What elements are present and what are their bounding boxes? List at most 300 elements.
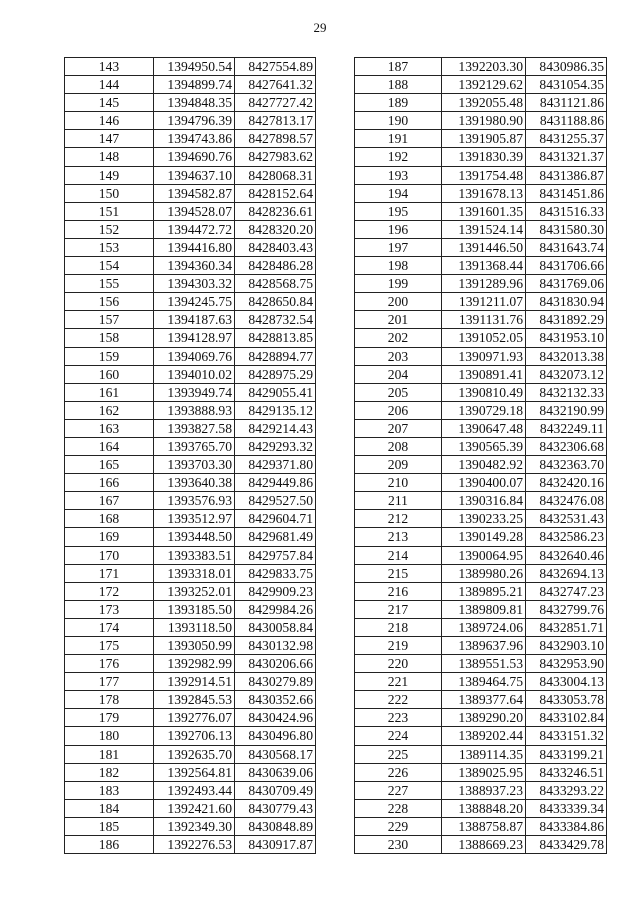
- point-number-cell: 174: [65, 618, 154, 636]
- table-row: [65, 419, 316, 437]
- point-number-cell: 159: [65, 347, 154, 365]
- table-row: [355, 564, 607, 582]
- table-row: [65, 637, 316, 655]
- y-coordinate-cell: 8432420.16: [526, 474, 607, 492]
- x-coordinate-cell: 1388937.23: [442, 781, 526, 799]
- x-coordinate-cell: 1389809.81: [442, 600, 526, 618]
- table-row: [355, 401, 607, 419]
- table-row: [65, 238, 316, 256]
- x-coordinate-cell: 1392421.60: [154, 799, 235, 817]
- table-row: [65, 184, 316, 202]
- point-number-cell: 219: [355, 637, 442, 655]
- x-coordinate-cell: 1389980.26: [442, 564, 526, 582]
- point-number-cell: 152: [65, 220, 154, 238]
- point-number-cell: 148: [65, 148, 154, 166]
- table-row: [355, 166, 607, 184]
- point-number-cell: 198: [355, 257, 442, 275]
- table-row: [65, 94, 316, 112]
- point-number-cell: 216: [355, 582, 442, 600]
- table-row: [65, 456, 316, 474]
- x-coordinate-cell: 1390647.48: [442, 419, 526, 437]
- table-row: [355, 257, 607, 275]
- y-coordinate-cell: 8428320.20: [235, 220, 316, 238]
- x-coordinate-cell: 1393448.50: [154, 528, 235, 546]
- y-coordinate-cell: 8431706.66: [526, 257, 607, 275]
- point-number-cell: 218: [355, 618, 442, 636]
- point-number-cell: 209: [355, 456, 442, 474]
- point-number-cell: 187: [355, 58, 442, 76]
- point-number-cell: 169: [65, 528, 154, 546]
- x-coordinate-cell: 1394690.76: [154, 148, 235, 166]
- x-coordinate-cell: 1389895.21: [442, 582, 526, 600]
- x-coordinate-cell: 1393765.70: [154, 437, 235, 455]
- y-coordinate-cell: 8429293.32: [235, 437, 316, 455]
- y-coordinate-cell: 8432476.08: [526, 492, 607, 510]
- table-row: [65, 130, 316, 148]
- table-row: [355, 528, 607, 546]
- point-number-cell: 158: [65, 329, 154, 347]
- x-coordinate-cell: 1388848.20: [442, 799, 526, 817]
- x-coordinate-cell: 1389724.06: [442, 618, 526, 636]
- y-coordinate-cell: 8430848.89: [235, 817, 316, 835]
- table-row: [65, 166, 316, 184]
- table-row: [355, 456, 607, 474]
- y-coordinate-cell: 8433151.32: [526, 727, 607, 745]
- x-coordinate-cell: 1394245.75: [154, 293, 235, 311]
- table-row: [355, 655, 607, 673]
- x-coordinate-cell: 1391289.96: [442, 275, 526, 293]
- x-coordinate-cell: 1394416.80: [154, 238, 235, 256]
- table-row: [65, 492, 316, 510]
- x-coordinate-cell: 1394472.72: [154, 220, 235, 238]
- table-row: [65, 347, 316, 365]
- point-number-cell: 220: [355, 655, 442, 673]
- point-number-cell: 172: [65, 582, 154, 600]
- table-row: [65, 546, 316, 564]
- x-coordinate-cell: 1393640.38: [154, 474, 235, 492]
- coordinates-table-left: [64, 57, 316, 854]
- x-coordinate-cell: 1394582.87: [154, 184, 235, 202]
- point-number-cell: 188: [355, 76, 442, 94]
- point-number-cell: 149: [65, 166, 154, 184]
- x-coordinate-cell: 1393383.51: [154, 546, 235, 564]
- table-row: [65, 781, 316, 799]
- point-number-cell: 193: [355, 166, 442, 184]
- y-coordinate-cell: 8432249.11: [526, 419, 607, 437]
- y-coordinate-cell: 8429371.80: [235, 456, 316, 474]
- table-row: [65, 727, 316, 745]
- x-coordinate-cell: 1389202.44: [442, 727, 526, 745]
- point-number-cell: 227: [355, 781, 442, 799]
- x-coordinate-cell: 1392055.48: [442, 94, 526, 112]
- table-row: [355, 799, 607, 817]
- y-coordinate-cell: 8431830.94: [526, 293, 607, 311]
- point-number-cell: 176: [65, 655, 154, 673]
- point-number-cell: 166: [65, 474, 154, 492]
- table-row: [65, 293, 316, 311]
- table-row: [355, 691, 607, 709]
- point-number-cell: 160: [65, 365, 154, 383]
- table-row: [65, 691, 316, 709]
- table-row: [355, 419, 607, 437]
- table-row: [65, 148, 316, 166]
- table-row: [355, 600, 607, 618]
- x-coordinate-cell: 1391678.13: [442, 184, 526, 202]
- table-row: [65, 112, 316, 130]
- x-coordinate-cell: 1392203.30: [442, 58, 526, 76]
- y-coordinate-cell: 8430639.06: [235, 763, 316, 781]
- x-coordinate-cell: 1389377.64: [442, 691, 526, 709]
- table-row: [65, 673, 316, 691]
- table-row: [355, 220, 607, 238]
- y-coordinate-cell: 8431892.29: [526, 311, 607, 329]
- table-row: [355, 763, 607, 781]
- table-row: [65, 817, 316, 835]
- y-coordinate-cell: 8430779.43: [235, 799, 316, 817]
- x-coordinate-cell: 1393888.93: [154, 401, 235, 419]
- x-coordinate-cell: 1391754.48: [442, 166, 526, 184]
- point-number-cell: 214: [355, 546, 442, 564]
- point-number-cell: 191: [355, 130, 442, 148]
- x-coordinate-cell: 1394528.07: [154, 202, 235, 220]
- y-coordinate-cell: 8432013.38: [526, 347, 607, 365]
- x-coordinate-cell: 1391368.44: [442, 257, 526, 275]
- point-number-cell: 154: [65, 257, 154, 275]
- y-coordinate-cell: 8428568.75: [235, 275, 316, 293]
- table-row: [355, 745, 607, 763]
- table-row: [355, 275, 607, 293]
- y-coordinate-cell: 8427727.42: [235, 94, 316, 112]
- table-row: [355, 383, 607, 401]
- table-row: [355, 202, 607, 220]
- x-coordinate-cell: 1393252.01: [154, 582, 235, 600]
- coordinates-table-right: [354, 57, 607, 854]
- x-coordinate-cell: 1389464.75: [442, 673, 526, 691]
- table-row: [355, 546, 607, 564]
- point-number-cell: 210: [355, 474, 442, 492]
- point-number-cell: 223: [355, 709, 442, 727]
- table-row: [65, 401, 316, 419]
- y-coordinate-cell: 8432694.13: [526, 564, 607, 582]
- x-coordinate-cell: 1393576.93: [154, 492, 235, 510]
- point-number-cell: 151: [65, 202, 154, 220]
- y-coordinate-cell: 8430132.98: [235, 637, 316, 655]
- x-coordinate-cell: 1391211.07: [442, 293, 526, 311]
- y-coordinate-cell: 8427554.89: [235, 58, 316, 76]
- point-number-cell: 205: [355, 383, 442, 401]
- point-number-cell: 225: [355, 745, 442, 763]
- y-coordinate-cell: 8433246.51: [526, 763, 607, 781]
- y-coordinate-cell: 8433293.22: [526, 781, 607, 799]
- point-number-cell: 147: [65, 130, 154, 148]
- y-coordinate-cell: 8429833.75: [235, 564, 316, 582]
- point-number-cell: 164: [65, 437, 154, 455]
- y-coordinate-cell: 8430424.96: [235, 709, 316, 727]
- y-coordinate-cell: 8429604.71: [235, 510, 316, 528]
- x-coordinate-cell: 1393827.58: [154, 419, 235, 437]
- x-coordinate-cell: 1394899.74: [154, 76, 235, 94]
- point-number-cell: 201: [355, 311, 442, 329]
- y-coordinate-cell: 8432953.90: [526, 655, 607, 673]
- y-coordinate-cell: 8431321.37: [526, 148, 607, 166]
- y-coordinate-cell: 8428732.54: [235, 311, 316, 329]
- point-number-cell: 162: [65, 401, 154, 419]
- point-number-cell: 170: [65, 546, 154, 564]
- x-coordinate-cell: 1393050.99: [154, 637, 235, 655]
- table-row: [65, 709, 316, 727]
- x-coordinate-cell: 1394743.86: [154, 130, 235, 148]
- y-coordinate-cell: 8432073.12: [526, 365, 607, 383]
- table-row: [65, 745, 316, 763]
- point-number-cell: 180: [65, 727, 154, 745]
- y-coordinate-cell: 8431386.87: [526, 166, 607, 184]
- x-coordinate-cell: 1390971.93: [442, 347, 526, 365]
- y-coordinate-cell: 8431769.06: [526, 275, 607, 293]
- x-coordinate-cell: 1394069.76: [154, 347, 235, 365]
- page-number: 29: [313, 20, 327, 35]
- point-number-cell: 192: [355, 148, 442, 166]
- table-row: [65, 329, 316, 347]
- point-number-cell: 190: [355, 112, 442, 130]
- table-row: [65, 564, 316, 582]
- y-coordinate-cell: 8430058.84: [235, 618, 316, 636]
- point-number-cell: 213: [355, 528, 442, 546]
- point-number-cell: 212: [355, 510, 442, 528]
- table-row: [355, 437, 607, 455]
- table-row: [355, 293, 607, 311]
- y-coordinate-cell: 8432799.76: [526, 600, 607, 618]
- point-number-cell: 211: [355, 492, 442, 510]
- x-coordinate-cell: 1390482.92: [442, 456, 526, 474]
- point-number-cell: 143: [65, 58, 154, 76]
- y-coordinate-cell: 8432306.68: [526, 437, 607, 455]
- x-coordinate-cell: 1390149.28: [442, 528, 526, 546]
- point-number-cell: 207: [355, 419, 442, 437]
- x-coordinate-cell: 1392276.53: [154, 836, 235, 854]
- y-coordinate-cell: 8429757.84: [235, 546, 316, 564]
- table-row: [65, 220, 316, 238]
- table-row: [355, 510, 607, 528]
- table-row: [65, 383, 316, 401]
- x-coordinate-cell: 1389025.95: [442, 763, 526, 781]
- x-coordinate-cell: 1390233.25: [442, 510, 526, 528]
- point-number-cell: 194: [355, 184, 442, 202]
- y-coordinate-cell: 8428813.85: [235, 329, 316, 347]
- y-coordinate-cell: 8432363.70: [526, 456, 607, 474]
- y-coordinate-cell: 8431451.86: [526, 184, 607, 202]
- x-coordinate-cell: 1394637.10: [154, 166, 235, 184]
- y-coordinate-cell: 8430709.49: [235, 781, 316, 799]
- y-coordinate-cell: 8428486.28: [235, 257, 316, 275]
- x-coordinate-cell: 1390565.39: [442, 437, 526, 455]
- x-coordinate-cell: 1390729.18: [442, 401, 526, 419]
- point-number-cell: 178: [65, 691, 154, 709]
- table-row: [65, 76, 316, 94]
- x-coordinate-cell: 1391905.87: [442, 130, 526, 148]
- table-row: [65, 836, 316, 854]
- point-number-cell: 145: [65, 94, 154, 112]
- point-number-cell: 206: [355, 401, 442, 419]
- point-number-cell: 155: [65, 275, 154, 293]
- y-coordinate-cell: 8431953.10: [526, 329, 607, 347]
- table-row: [355, 311, 607, 329]
- table-row: [355, 474, 607, 492]
- x-coordinate-cell: 1391980.90: [442, 112, 526, 130]
- x-coordinate-cell: 1394360.34: [154, 257, 235, 275]
- y-coordinate-cell: 8430986.35: [526, 58, 607, 76]
- table-row: [355, 94, 607, 112]
- y-coordinate-cell: 8429527.50: [235, 492, 316, 510]
- point-number-cell: 144: [65, 76, 154, 94]
- x-coordinate-cell: 1391131.76: [442, 311, 526, 329]
- x-coordinate-cell: 1393185.50: [154, 600, 235, 618]
- table-row: [355, 112, 607, 130]
- point-number-cell: 195: [355, 202, 442, 220]
- point-number-cell: 183: [65, 781, 154, 799]
- table-row: [65, 600, 316, 618]
- y-coordinate-cell: 8431580.30: [526, 220, 607, 238]
- point-number-cell: 196: [355, 220, 442, 238]
- table-row: [355, 76, 607, 94]
- x-coordinate-cell: 1392129.62: [442, 76, 526, 94]
- table-row: [65, 437, 316, 455]
- point-number-cell: 179: [65, 709, 154, 727]
- table-row: [65, 275, 316, 293]
- table-row: [65, 365, 316, 383]
- y-coordinate-cell: 8428236.61: [235, 202, 316, 220]
- point-number-cell: 217: [355, 600, 442, 618]
- x-coordinate-cell: 1394303.32: [154, 275, 235, 293]
- point-number-cell: 181: [65, 745, 154, 763]
- table-row: [355, 347, 607, 365]
- point-number-cell: 146: [65, 112, 154, 130]
- point-number-cell: 184: [65, 799, 154, 817]
- x-coordinate-cell: 1389551.53: [442, 655, 526, 673]
- table-row: [355, 836, 607, 854]
- x-coordinate-cell: 1392635.70: [154, 745, 235, 763]
- table-row: [355, 365, 607, 383]
- table-row: [355, 618, 607, 636]
- point-number-cell: 173: [65, 600, 154, 618]
- point-number-cell: 215: [355, 564, 442, 582]
- point-number-cell: 171: [65, 564, 154, 582]
- y-coordinate-cell: 8429681.49: [235, 528, 316, 546]
- point-number-cell: 199: [355, 275, 442, 293]
- table-row: [65, 202, 316, 220]
- y-coordinate-cell: 8427898.57: [235, 130, 316, 148]
- y-coordinate-cell: 8430279.89: [235, 673, 316, 691]
- table-row: [355, 238, 607, 256]
- y-coordinate-cell: 8429135.12: [235, 401, 316, 419]
- x-coordinate-cell: 1390064.95: [442, 546, 526, 564]
- x-coordinate-cell: 1393703.30: [154, 456, 235, 474]
- point-number-cell: 186: [65, 836, 154, 854]
- x-coordinate-cell: 1390400.07: [442, 474, 526, 492]
- x-coordinate-cell: 1392706.13: [154, 727, 235, 745]
- y-coordinate-cell: 8433053.78: [526, 691, 607, 709]
- x-coordinate-cell: 1389114.35: [442, 745, 526, 763]
- point-number-cell: 175: [65, 637, 154, 655]
- y-coordinate-cell: 8430496.80: [235, 727, 316, 745]
- table-row: [355, 817, 607, 835]
- x-coordinate-cell: 1392493.44: [154, 781, 235, 799]
- y-coordinate-cell: 8432640.46: [526, 546, 607, 564]
- y-coordinate-cell: 8433102.84: [526, 709, 607, 727]
- y-coordinate-cell: 8428403.43: [235, 238, 316, 256]
- table-row: [65, 311, 316, 329]
- x-coordinate-cell: 1394010.02: [154, 365, 235, 383]
- y-coordinate-cell: 8432531.43: [526, 510, 607, 528]
- x-coordinate-cell: 1392982.99: [154, 655, 235, 673]
- y-coordinate-cell: 8432190.99: [526, 401, 607, 419]
- y-coordinate-cell: 8427983.62: [235, 148, 316, 166]
- y-coordinate-cell: 8429214.43: [235, 419, 316, 437]
- point-number-cell: 229: [355, 817, 442, 835]
- y-coordinate-cell: 8433199.21: [526, 745, 607, 763]
- point-number-cell: 156: [65, 293, 154, 311]
- y-coordinate-cell: 8427813.17: [235, 112, 316, 130]
- table-row: [65, 58, 316, 76]
- point-number-cell: 185: [65, 817, 154, 835]
- y-coordinate-cell: 8432747.23: [526, 582, 607, 600]
- y-coordinate-cell: 8431643.74: [526, 238, 607, 256]
- y-coordinate-cell: 8431121.86: [526, 94, 607, 112]
- x-coordinate-cell: 1394848.35: [154, 94, 235, 112]
- point-number-cell: 228: [355, 799, 442, 817]
- point-number-cell: 163: [65, 419, 154, 437]
- y-coordinate-cell: 8432903.10: [526, 637, 607, 655]
- y-coordinate-cell: 8427641.32: [235, 76, 316, 94]
- point-number-cell: 157: [65, 311, 154, 329]
- x-coordinate-cell: 1391524.14: [442, 220, 526, 238]
- x-coordinate-cell: 1394950.54: [154, 58, 235, 76]
- x-coordinate-cell: 1388758.87: [442, 817, 526, 835]
- x-coordinate-cell: 1391601.35: [442, 202, 526, 220]
- y-coordinate-cell: 8432851.71: [526, 618, 607, 636]
- table-row: [65, 655, 316, 673]
- point-number-cell: 150: [65, 184, 154, 202]
- y-coordinate-cell: 8430206.66: [235, 655, 316, 673]
- table-row: [65, 799, 316, 817]
- x-coordinate-cell: 1390891.41: [442, 365, 526, 383]
- y-coordinate-cell: 8429909.23: [235, 582, 316, 600]
- point-number-cell: 189: [355, 94, 442, 112]
- table-row: [355, 673, 607, 691]
- point-number-cell: 165: [65, 456, 154, 474]
- x-coordinate-cell: 1391830.39: [442, 148, 526, 166]
- x-coordinate-cell: 1389637.96: [442, 637, 526, 655]
- x-coordinate-cell: 1392914.51: [154, 673, 235, 691]
- point-number-cell: 197: [355, 238, 442, 256]
- y-coordinate-cell: 8433429.78: [526, 836, 607, 854]
- table-row: [355, 582, 607, 600]
- y-coordinate-cell: 8433339.34: [526, 799, 607, 817]
- y-coordinate-cell: 8428650.84: [235, 293, 316, 311]
- table-row: [65, 528, 316, 546]
- y-coordinate-cell: 8429984.26: [235, 600, 316, 618]
- y-coordinate-cell: 8431188.86: [526, 112, 607, 130]
- x-coordinate-cell: 1394796.39: [154, 112, 235, 130]
- x-coordinate-cell: 1390810.49: [442, 383, 526, 401]
- x-coordinate-cell: 1391052.05: [442, 329, 526, 347]
- x-coordinate-cell: 1392845.53: [154, 691, 235, 709]
- table-row: [355, 58, 607, 76]
- x-coordinate-cell: 1393318.01: [154, 564, 235, 582]
- y-coordinate-cell: 8433004.13: [526, 673, 607, 691]
- x-coordinate-cell: 1393118.50: [154, 618, 235, 636]
- y-coordinate-cell: 8428894.77: [235, 347, 316, 365]
- point-number-cell: 177: [65, 673, 154, 691]
